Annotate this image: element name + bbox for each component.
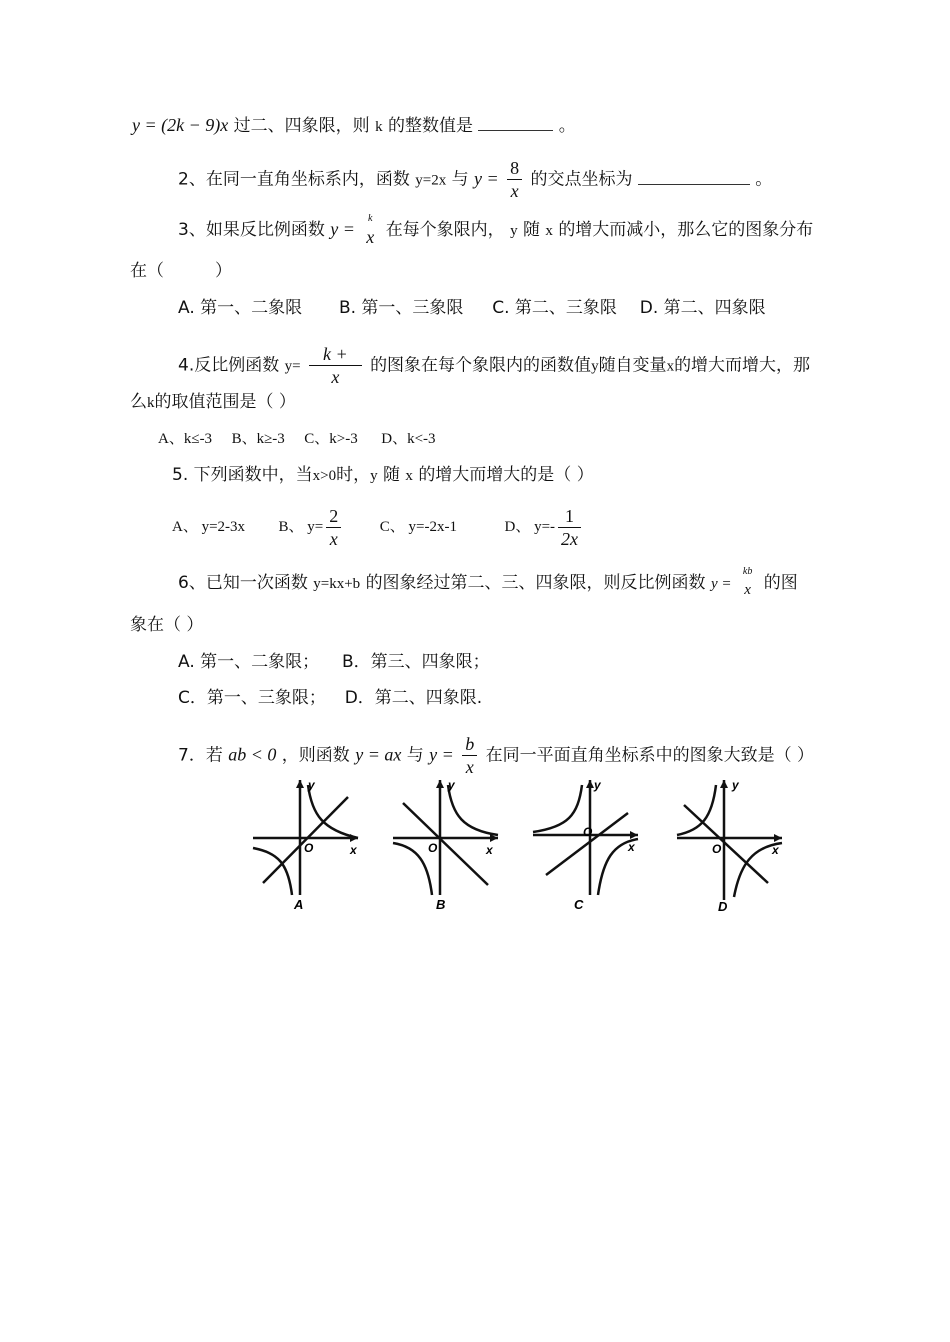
q4-option-b[interactable]: B、k≥-3 (231, 431, 285, 447)
q4-x: x (666, 358, 675, 375)
q6-suffix: 的图 (763, 573, 798, 593)
q1-formula: y = (2k − 9)x (132, 115, 229, 135)
graph-d[interactable] (672, 775, 787, 915)
q5-y: y (370, 468, 378, 484)
q1-answer-blank[interactable] (478, 116, 553, 131)
q5-suffix: 的增大而增大的是（ ） (418, 465, 594, 485)
q5-option-d-fraction (558, 505, 581, 550)
q5-option-c[interactable]: C、 y=-2x-1 (379, 518, 457, 535)
graph-c-y-label: y (594, 778, 601, 792)
q7-prefix: 7．若 (178, 745, 223, 766)
q5-option-b[interactable] (278, 506, 345, 549)
q4-options (158, 428, 436, 450)
q5-option-d-num: 1 (558, 505, 581, 528)
graph-d-origin: O (712, 842, 722, 856)
q5-option-d-den: 2x (561, 529, 579, 549)
q3-option-c[interactable]: C. 第二、三象限 (492, 298, 617, 318)
q3-option-a[interactable]: A. 第一、二象限 (178, 298, 303, 318)
q7-mid2: 与 (406, 745, 424, 766)
q5-mid: 时， (336, 465, 371, 485)
graph-b-label: B (436, 897, 446, 912)
q5-option-a[interactable]: A、 y=2-3x (172, 518, 246, 535)
q6-fraction (740, 565, 755, 601)
q6-options-row1 (178, 651, 490, 673)
q3-den: x (366, 227, 375, 247)
q3-options (178, 297, 766, 319)
q6-y-eq: y = (710, 576, 732, 592)
q5-option-d-prefix: D、 y=- (504, 518, 556, 535)
q3-num: k (368, 213, 373, 224)
q6-prefix: 6、已知一次函数 (178, 573, 308, 593)
q2-den: x (510, 181, 519, 201)
q4-mid2: 随自变量 (598, 355, 667, 376)
q1-text2: 的整数值是 (387, 116, 473, 136)
q3-x: x (545, 223, 553, 239)
q3-y: y (510, 223, 518, 239)
graph-a[interactable] (248, 775, 363, 915)
graph-b-origin: O (428, 841, 438, 855)
q2-suffix: 的交点坐标为 (530, 169, 633, 190)
q2-line (178, 157, 772, 202)
q2-prefix: 2、在同一直角坐标系内，函数 (178, 169, 410, 190)
q7-num: b (462, 733, 477, 756)
q4-den: x (331, 367, 340, 387)
q2-answer-blank[interactable] (638, 170, 750, 185)
q1-var: k (375, 119, 383, 135)
q6-den: x (744, 582, 751, 598)
q4-prefix: 4.反比例函数 (178, 355, 280, 376)
q6-option-c[interactable]: C．第一、三象限； (178, 688, 326, 708)
q3-line (178, 212, 813, 248)
graph-c-label: C (574, 897, 584, 912)
q4-line2a: 么 (130, 392, 147, 412)
q5-option-b-den: x (329, 529, 338, 549)
q3-option-d[interactable]: D. 第二、四象限 (639, 298, 766, 318)
graph-a-origin: O (304, 841, 314, 855)
q7-fn1: y = ax (355, 744, 402, 765)
q4-k: k (147, 395, 155, 411)
q4-option-a[interactable]: A、k≤-3 (158, 431, 213, 447)
q4-line2b: 的取值范围是（ ） (154, 392, 296, 412)
graph-b-y-label: y (448, 778, 455, 792)
q7-y-eq: y = (429, 744, 454, 765)
graph-d-y-label: y (732, 778, 739, 792)
q3-y-eq: y = (330, 219, 355, 239)
q7-suffix: 在同一平面直角坐标系中的图象大致是（ ） (485, 745, 814, 766)
q7-fraction (462, 733, 477, 778)
q5-option-b-prefix: B、 y= (278, 518, 324, 535)
q4-line (178, 343, 810, 388)
q1-line (132, 114, 576, 138)
q2-num: 8 (507, 157, 522, 180)
q6-fn: y=kx+b (313, 576, 361, 592)
q3-sui: 随 (523, 220, 540, 240)
graph-a-x-label: x (350, 843, 357, 857)
q5-cond: x>0 (312, 468, 337, 484)
q2-fn1: y=2x (415, 172, 447, 189)
q7-mid: ，则函数 (281, 745, 350, 766)
graph-c[interactable] (528, 775, 643, 915)
q1-text: 过二、四象限，则 (233, 116, 370, 136)
q4-y: y (591, 358, 599, 375)
q7-den: x (465, 757, 474, 777)
q2-end: 。 (755, 169, 773, 190)
q2-mid: 与 (451, 169, 469, 190)
graph-d-label: D (718, 899, 728, 914)
q5-x: x (405, 468, 413, 484)
q4-suffix: 的增大而增大，那 (674, 355, 811, 376)
q5-line (172, 464, 594, 487)
q1-end: 。 (558, 116, 576, 136)
q2-y-eq: y = (474, 168, 499, 189)
q4-num: k + (309, 343, 362, 366)
q5-option-d[interactable] (504, 506, 584, 549)
graph-a-label: A (294, 897, 304, 912)
q4-option-c[interactable]: C、k>-3 (304, 431, 358, 447)
q5-sui: 随 (383, 465, 400, 485)
q4-fraction (309, 343, 362, 388)
q4-line2 (130, 391, 296, 414)
q4-mid: 的图象在每个象限内的函数值 (370, 355, 592, 376)
q6-num: kb (742, 566, 753, 577)
q6-option-d[interactable]: D．第二、四象限. (344, 688, 483, 708)
q7-cond: ab < 0 (228, 744, 277, 765)
q2-fraction (507, 157, 522, 202)
graph-c-x-label: x (628, 840, 635, 854)
q5-options (172, 505, 584, 550)
q3-suffix: 的增大而减小，那么它的图象分布 (558, 220, 814, 240)
graph-d-x-label: x (772, 843, 779, 857)
q3-option-b[interactable]: B. 第一、三象限 (338, 298, 464, 318)
q3-line2: 在（ ） (130, 261, 232, 281)
graph-b[interactable] (388, 775, 503, 915)
q3-fraction (363, 212, 377, 248)
q6-options-row2 (178, 687, 482, 709)
q5-option-b-num: 2 (326, 505, 341, 528)
q6-mid: 的图象经过第二、三、四象限，则反比例函数 (365, 573, 706, 593)
q7-line (178, 733, 814, 778)
graph-c-origin: O (583, 825, 593, 839)
q6-line (178, 565, 798, 601)
graph-b-x-label: x (486, 843, 493, 857)
q4-option-d[interactable]: D、k<-3 (381, 431, 436, 447)
q6-option-a[interactable]: A. 第一、二象限； (178, 652, 320, 672)
q3-mid: 在每个象限内， (385, 220, 505, 240)
q4-y-eq: y= (284, 358, 301, 375)
q3-prefix: 3、如果反比例函数 (178, 220, 325, 240)
graph-a-y-label: y (308, 778, 315, 792)
q5-option-b-fraction (326, 505, 341, 550)
q5-prefix: 5. 下列函数中，当 (172, 465, 313, 485)
q6-line2: 象在（ ） (130, 615, 204, 635)
q6-option-b[interactable]: B．第三、四象限； (341, 652, 490, 672)
